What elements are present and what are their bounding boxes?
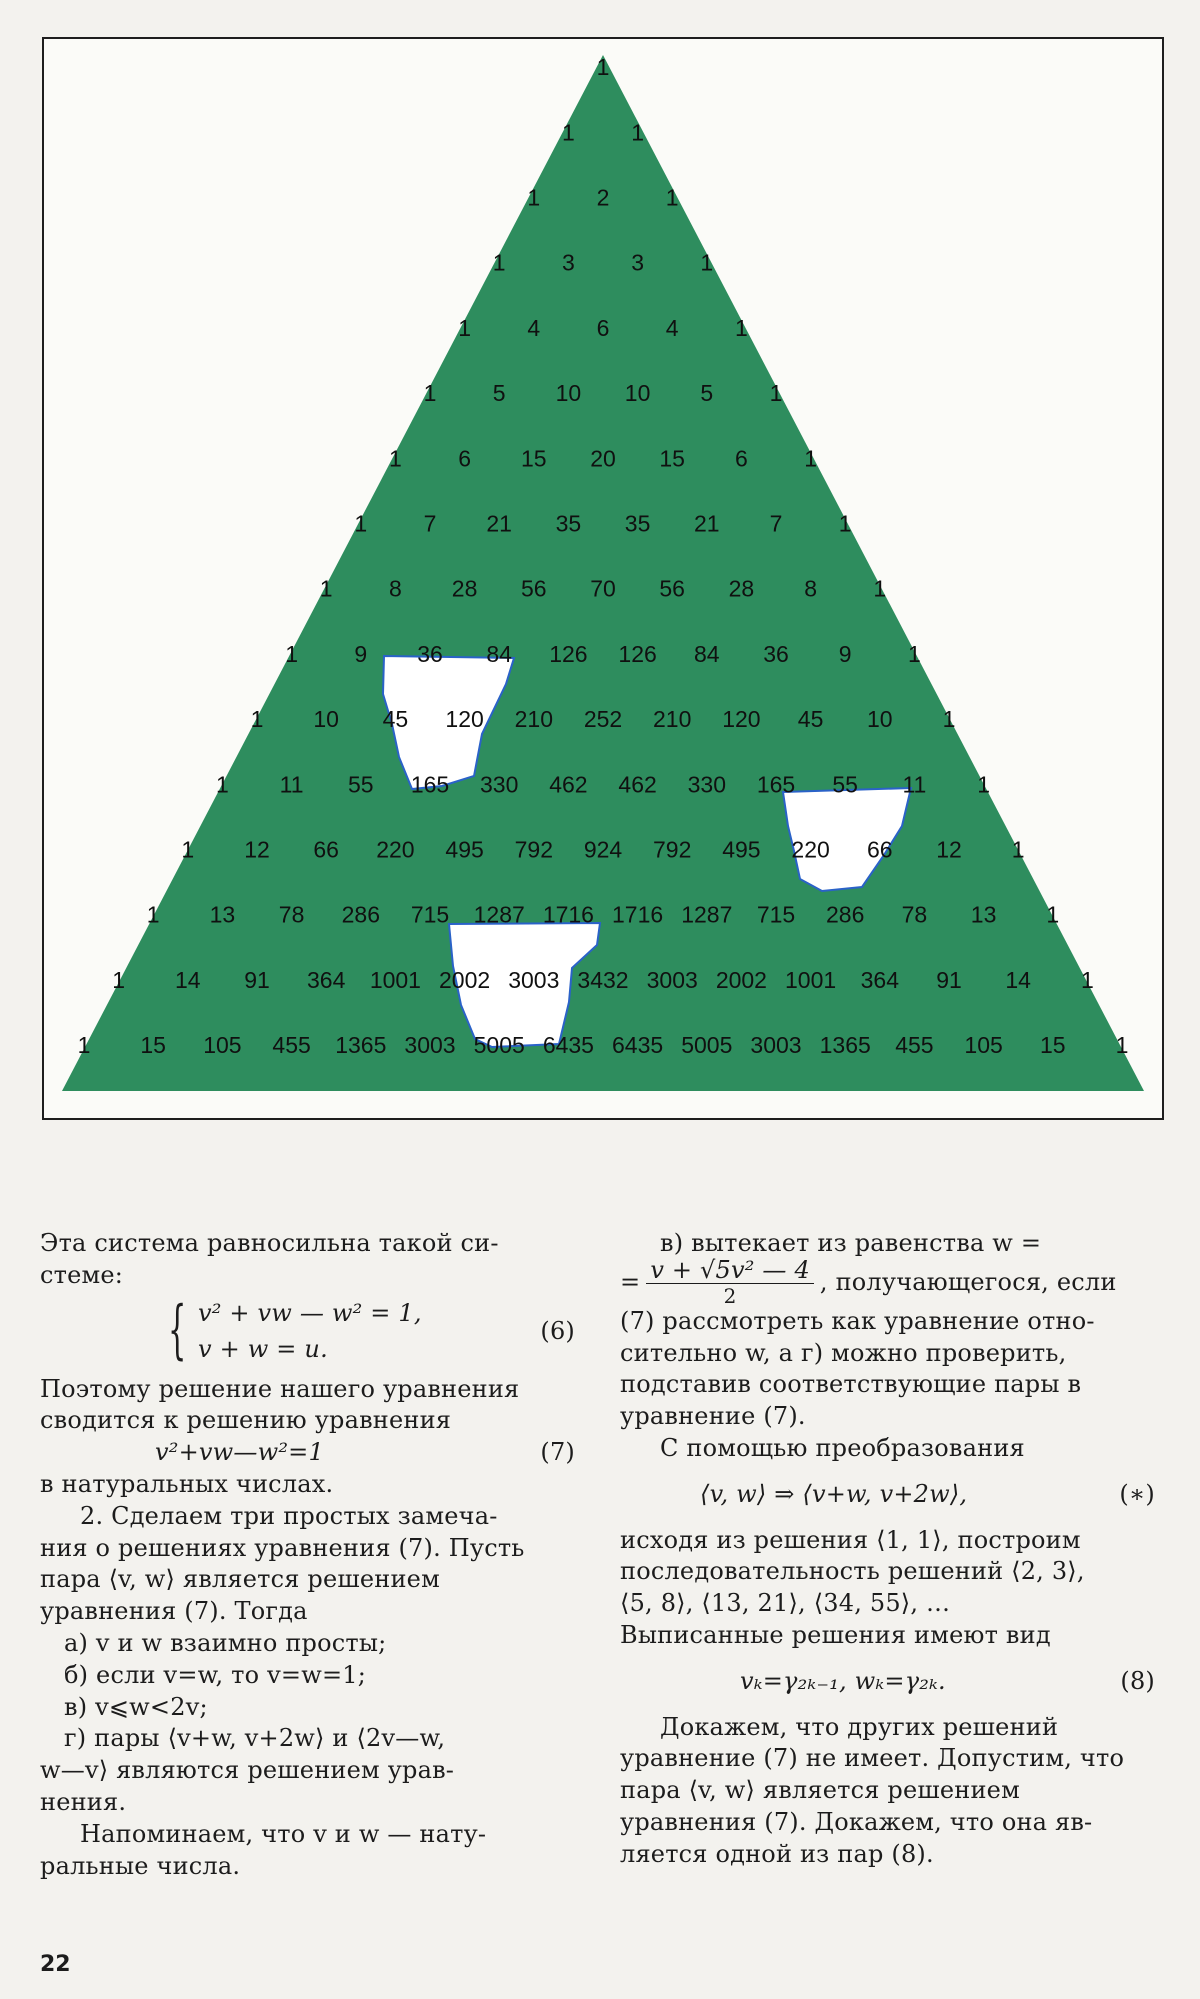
text-line: в натуральных числах.	[40, 1469, 334, 1498]
equation-number: (8)	[1120, 1666, 1155, 1695]
text-line: (7) рассмотреть как уравнение отно-	[620, 1306, 1095, 1335]
triangle-number: 11	[902, 771, 927, 798]
triangle-number: 1	[700, 249, 714, 276]
text-line: исходя из решения ⟨1, 1⟩, построим	[620, 1525, 1081, 1554]
triangle-number: 1	[112, 966, 125, 993]
triangle-number: 330	[687, 771, 726, 798]
triangle-number: 91	[936, 966, 962, 993]
triangle-number: 3003	[646, 966, 698, 993]
text-line: ляется одной из пар (8).	[620, 1839, 934, 1868]
text-line: пара ⟨v, w⟩ является решением	[620, 1776, 1020, 1805]
triangle-number: 3003	[508, 966, 560, 993]
text-line: w—v⟩ являются решением урав-	[40, 1756, 455, 1785]
triangle-number: 1	[769, 380, 783, 407]
triangle-number: 792	[653, 836, 692, 863]
triangle-number: 3	[631, 249, 644, 276]
triangle-number: 7	[769, 510, 783, 537]
triangle-number: 1365	[335, 1032, 387, 1059]
triangle-number: 78	[901, 901, 928, 928]
triangle-number: 1	[458, 314, 471, 341]
text-line: последовательность решений ⟨2, 3⟩,	[620, 1557, 1085, 1586]
triangle-number: 165	[756, 771, 796, 798]
triangle-number: 21	[694, 510, 720, 537]
triangle-number: 1	[1046, 901, 1060, 928]
triangle-number: 8	[804, 575, 817, 602]
triangle-number: 35	[624, 510, 651, 537]
triangle-number: 364	[307, 966, 346, 993]
triangle-number: 6435	[612, 1032, 664, 1059]
triangle-number: 13	[209, 901, 236, 928]
system-line-1: v² + vw — w² = 1,	[198, 1298, 422, 1327]
triangle-number: 1	[977, 771, 990, 798]
figure-frame	[42, 37, 1164, 1120]
list-item: г) пары ⟨v+w, v+2w⟩ и ⟨2v—w,	[64, 1724, 446, 1753]
triangle-number: 9	[354, 640, 368, 667]
triangle-number: 3003	[750, 1032, 802, 1059]
triangle-number: 56	[521, 575, 547, 602]
triangle-number: 1	[146, 901, 160, 928]
triangle-number: 165	[410, 771, 450, 798]
triangle-number: 9	[838, 640, 852, 667]
triangle-number: 55	[348, 771, 374, 798]
triangle-number: 1365	[819, 1032, 871, 1059]
text-line: Напоминаем, что v и w — нату-	[80, 1819, 487, 1848]
triangle-number: 6	[458, 445, 471, 472]
list-item: в) v⩽w<2v;	[64, 1692, 208, 1721]
text-line: нения.	[40, 1787, 127, 1816]
triangle-number: 4	[665, 314, 679, 341]
triangle-number: 28	[728, 575, 755, 602]
triangle-number: 220	[791, 836, 830, 863]
triangle-number: 1	[1011, 836, 1025, 863]
triangle-number: 78	[278, 901, 305, 928]
brace-glyph: {	[168, 1292, 187, 1367]
triangle-number: 12	[936, 836, 962, 863]
text-line: уравнения (7). Тогда	[40, 1597, 308, 1626]
triangle-number: 13	[970, 901, 997, 928]
equation-text: v²+vw—w²=1	[155, 1438, 324, 1467]
triangle-number: 1	[1081, 966, 1094, 993]
triangle-number: 10	[555, 380, 582, 407]
fraction-numerator: v + √5v² — 4	[646, 1257, 814, 1284]
triangle-number: 286	[826, 901, 865, 928]
text-line: уравнение (7).	[620, 1402, 806, 1431]
triangle-number: 15	[1040, 1032, 1066, 1059]
triangle-number: 126	[549, 640, 588, 667]
triangle-number: 3003	[404, 1032, 456, 1059]
triangle-number: 792	[514, 836, 553, 863]
text-fragment: , получающегося, если	[819, 1267, 1117, 1296]
equals-sign: =	[620, 1267, 641, 1296]
triangle-number: 14	[1005, 966, 1031, 993]
triangle-number: 5005	[473, 1032, 525, 1059]
triangle-number: 5	[700, 380, 714, 407]
triangle-number: 5	[492, 380, 506, 407]
triangle-number: 1	[735, 314, 748, 341]
triangle-number: 11	[279, 771, 304, 798]
text-line: ральные числа.	[40, 1851, 241, 1880]
triangle-number: 1	[562, 119, 575, 146]
equation-text: ⟨v, w⟩ ⇒ ⟨v+w, v+2w⟩,	[700, 1479, 968, 1508]
triangle-number: 36	[763, 640, 789, 667]
equation-text: vₖ=γ₂ₖ₋₁, wₖ=γ₂ₖ.	[740, 1666, 946, 1695]
triangle-number: 45	[797, 706, 824, 733]
text-line: Эта система равносильна такой си-	[40, 1229, 499, 1257]
triangle-number: 1	[250, 706, 264, 733]
fraction-line	[620, 1256, 1155, 1309]
triangle-number: 45	[382, 706, 409, 733]
triangle-number: 1001	[785, 966, 837, 993]
left-column	[40, 1228, 575, 1882]
triangle-number: 36	[417, 640, 443, 667]
triangle-number: 2002	[439, 966, 491, 993]
triangle-number: 15	[140, 1032, 166, 1059]
triangle-number: 495	[445, 836, 484, 863]
triangle-number: 330	[480, 771, 519, 798]
text-line: Поэтому решение нашего уравнения	[40, 1374, 520, 1403]
triangle-number: 210	[653, 706, 692, 733]
equation-7	[40, 1437, 575, 1469]
triangle-number: 15	[659, 445, 685, 472]
triangle-number: 364	[860, 966, 899, 993]
triangle-number: 84	[486, 640, 512, 667]
triangle-number: 252	[583, 706, 623, 733]
text-line: сительно w, а г) можно проверить,	[620, 1338, 1067, 1367]
fraction	[646, 1257, 814, 1308]
text-line: С помощью преобразования	[660, 1433, 1025, 1462]
system-line-2: v + w = u.	[198, 1334, 328, 1363]
list-item: б) если v=w, то v=w=1;	[64, 1660, 367, 1689]
triangle-number: 66	[313, 836, 339, 863]
triangle-number: 105	[964, 1032, 1003, 1059]
text-line: сводится к решению уравнения	[40, 1406, 452, 1435]
triangle-number: 1	[873, 575, 887, 602]
triangle-number: 715	[410, 901, 450, 928]
text-line: уравнения (7). Докажем, что она яв-	[620, 1807, 1093, 1836]
triangle-number: 924	[583, 836, 623, 863]
triangle-number: 10	[867, 706, 893, 733]
triangle-number: 455	[272, 1032, 311, 1059]
triangle-number: 462	[618, 771, 657, 798]
triangle-number: 56	[659, 575, 685, 602]
equation-8	[620, 1666, 1155, 1698]
equation-number: (6)	[540, 1316, 575, 1345]
equation-number: (∗)	[1119, 1479, 1155, 1508]
triangle-number: 1	[1115, 1032, 1129, 1059]
triangle-number: 1716	[612, 901, 664, 928]
triangle-number: 1	[804, 445, 817, 472]
triangle-number: 210	[514, 706, 553, 733]
triangle-number: 126	[618, 640, 657, 667]
triangle-number: 715	[756, 901, 796, 928]
triangle-number: 6	[735, 445, 748, 472]
triangle-number: 66	[867, 836, 893, 863]
triangle-number: 21	[486, 510, 512, 537]
triangle-number: 455	[895, 1032, 934, 1059]
triangle-number: 15	[521, 445, 547, 472]
triangle-number: 1	[665, 184, 679, 211]
page-number: 22	[40, 1952, 71, 1977]
triangle-number: 6435	[542, 1032, 594, 1059]
triangle-number: 2	[596, 184, 610, 211]
right-column	[620, 1228, 1155, 1871]
triangle-number: 1	[216, 771, 229, 798]
triangle-number: 220	[376, 836, 415, 863]
triangle-number: 35	[555, 510, 582, 537]
triangle-number: 91	[244, 966, 270, 993]
triangle-number: 1	[181, 836, 195, 863]
triangle-number: 2002	[715, 966, 767, 993]
triangle-number: 10	[313, 706, 339, 733]
transform-equation	[620, 1479, 1155, 1511]
text-line: пара ⟨v, w⟩ является решением	[40, 1565, 440, 1594]
pascal-triangle	[44, 39, 1162, 1118]
triangle-number: 1	[423, 380, 437, 407]
triangle-number: 3432	[577, 966, 629, 993]
text-line: Выписанные решения имеют вид	[620, 1620, 1051, 1649]
equation-system	[40, 1292, 575, 1368]
triangle-number: 10	[624, 380, 651, 407]
triangle-number: 8	[389, 575, 402, 602]
fraction-denominator: 2	[723, 1284, 737, 1309]
triangle-number: 1	[942, 706, 956, 733]
triangle-number: 55	[832, 771, 858, 798]
triangle-number: 7	[423, 510, 437, 537]
text-line: уравнение (7) не имеет. Допустим, что	[620, 1744, 1125, 1773]
text-line: 2. Сделаем три простых замеча-	[80, 1501, 498, 1530]
equation-number: (7)	[540, 1438, 575, 1467]
triangle-number: 120	[445, 706, 484, 733]
triangle-number: 1	[354, 510, 368, 537]
text-line: ⟨5, 8⟩, ⟨13, 21⟩, ⟨34, 55⟩, …	[620, 1589, 951, 1618]
triangle-number: 286	[341, 901, 380, 928]
triangle-number: 1	[319, 575, 333, 602]
triangle-number: 70	[590, 575, 616, 602]
text-line: стеме:	[40, 1260, 124, 1289]
list-item: а) v и w взаимно просты;	[64, 1628, 387, 1657]
triangle-number: 1	[527, 184, 541, 211]
triangle-number: 120	[722, 706, 761, 733]
triangle-number: 1001	[369, 966, 421, 993]
triangle-number: 1	[389, 445, 402, 472]
triangle-number: 1	[596, 54, 610, 81]
triangle-number: 105	[203, 1032, 242, 1059]
text-line: подставив соответствующие пары в	[620, 1370, 1082, 1399]
triangle-number: 28	[451, 575, 478, 602]
triangle-number: 495	[722, 836, 761, 863]
triangle-number: 3	[562, 249, 575, 276]
triangle-number: 1	[908, 640, 921, 667]
triangle-number: 1716	[542, 901, 594, 928]
triangle-number: 12	[244, 836, 270, 863]
triangle-number: 4	[527, 314, 541, 341]
text-line: ния о решениях уравнения (7). Пусть	[40, 1533, 525, 1562]
text-line: в) вытекает из равенства w =	[660, 1229, 1042, 1257]
triangle-number: 462	[549, 771, 588, 798]
triangle-number: 1	[838, 510, 852, 537]
triangle-number: 6	[596, 314, 610, 341]
text-line: Докажем, что других решений	[660, 1712, 1059, 1741]
triangle-number: 20	[590, 445, 616, 472]
triangle-number: 84	[694, 640, 720, 667]
triangle-number: 1	[285, 640, 298, 667]
triangle-number: 1	[77, 1032, 91, 1059]
triangle-number: 1	[492, 249, 506, 276]
triangle-number: 5005	[681, 1032, 733, 1059]
triangle-number: 14	[175, 966, 201, 993]
triangle-number: 1287	[681, 901, 733, 928]
triangle-number: 1	[631, 119, 644, 146]
triangle-number: 1287	[473, 901, 525, 928]
